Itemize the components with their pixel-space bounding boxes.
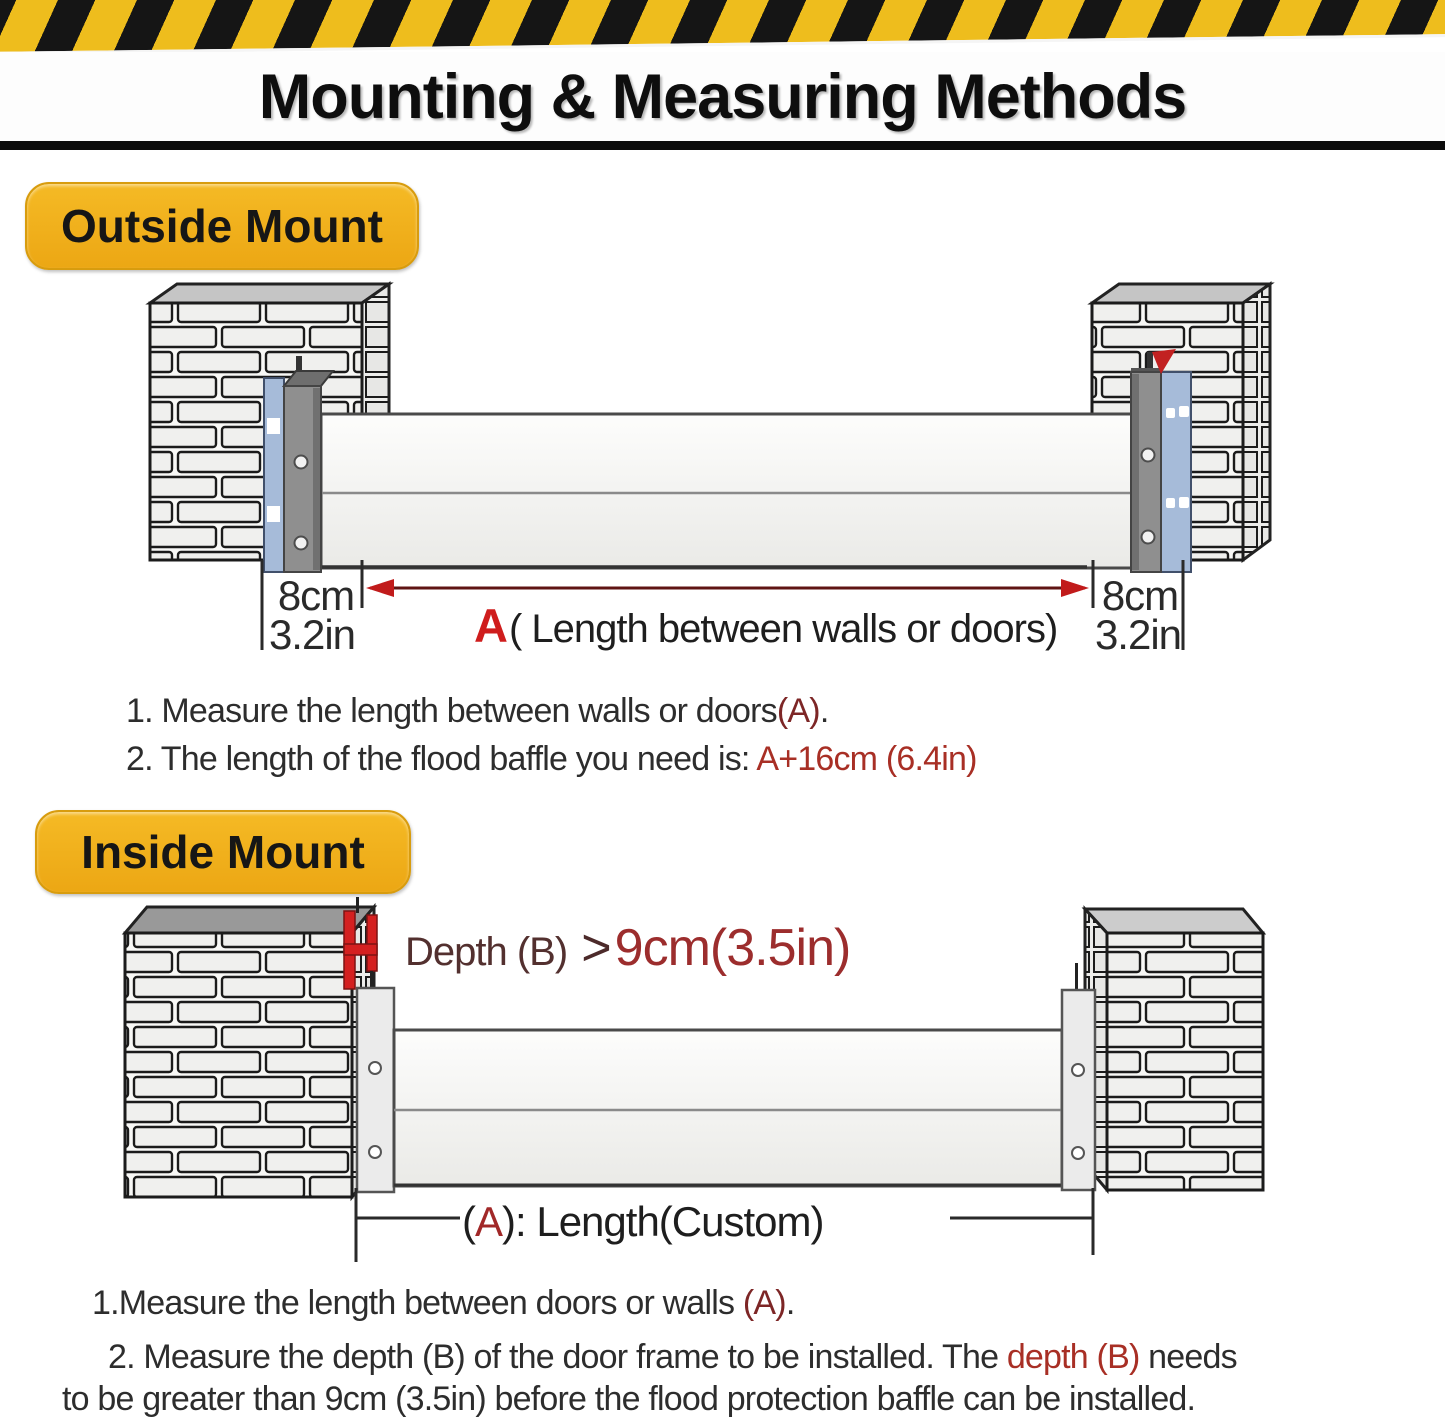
- page-title: Mounting & Measuring Methods: [258, 62, 1187, 132]
- outside-dim-left-cm: 8cm: [277, 572, 355, 619]
- outside-span-label-rest: ( Length between walls or doors): [508, 607, 1058, 651]
- outside-span-label-a: A: [474, 599, 507, 652]
- outside-note-1: [126, 692, 828, 731]
- outside-note-2: [126, 740, 977, 779]
- inside-mount-badge-label: Inside Mount: [81, 826, 365, 878]
- inside-note-1-text: 1.Measure the length between doors or walls: [92, 1284, 743, 1322]
- inside-left-post: [357, 988, 394, 1192]
- outside-note-1-period: .: [819, 692, 829, 730]
- depth-label-pre: Depth (B): [405, 930, 578, 974]
- inside-note-1: [92, 1284, 794, 1323]
- outside-note-1-a: (A): [776, 692, 820, 730]
- arrow-left-head-icon: [366, 579, 394, 597]
- inside-note-3: to be greater than 9cm (3.5in) before the flood protection baffle can be installed.: [62, 1380, 1196, 1418]
- inside-span-label-rest: ): Length(Custom): [502, 1198, 824, 1245]
- outside-dim-left-in: 3.2in: [268, 611, 356, 658]
- outside-dim-right-in: 3.2in: [1094, 611, 1182, 658]
- inside-note-1-a: (A): [742, 1284, 786, 1322]
- inside-note-2-text: 2. Measure the depth (B) of the door frame to be installed. The: [108, 1338, 1007, 1376]
- inside-span-label: [462, 1198, 823, 1246]
- greater-than-icon: >: [581, 919, 611, 977]
- outside-dim-right-cm: 8cm: [1101, 572, 1179, 619]
- outside-barrier-panel: [321, 414, 1132, 568]
- arrow-right-head-icon: [1061, 579, 1089, 597]
- depth-label-value: 9cm(3.5in): [614, 919, 851, 977]
- outside-note-2-text: 2. The length of the flood baffle you need is:: [126, 740, 757, 778]
- outside-left-rail: [264, 378, 284, 572]
- outside-span-label: [474, 598, 1057, 653]
- inside-span-label-open: (: [462, 1198, 475, 1245]
- inside-left-pillar: [125, 907, 374, 1197]
- outside-note-2-formula: A+16cm (6.4in): [756, 740, 977, 778]
- inside-right-post: [1062, 963, 1095, 1190]
- outside-mount-badge-label: Outside Mount: [61, 200, 383, 252]
- inside-note-1-period: .: [785, 1284, 795, 1322]
- inside-span-label-a: A: [475, 1198, 503, 1245]
- inside-barrier-panel: [394, 1030, 1062, 1186]
- inside-note-2-depth: depth (B): [1006, 1338, 1140, 1376]
- outside-right-rail: [1161, 372, 1191, 572]
- inside-note-2: [108, 1338, 1237, 1377]
- depth-label: [405, 918, 850, 978]
- inside-right-pillar: [1085, 909, 1263, 1190]
- inside-note-2-tail: needs: [1139, 1338, 1237, 1376]
- outside-note-1-text: 1. Measure the length between walls or doors: [126, 692, 777, 730]
